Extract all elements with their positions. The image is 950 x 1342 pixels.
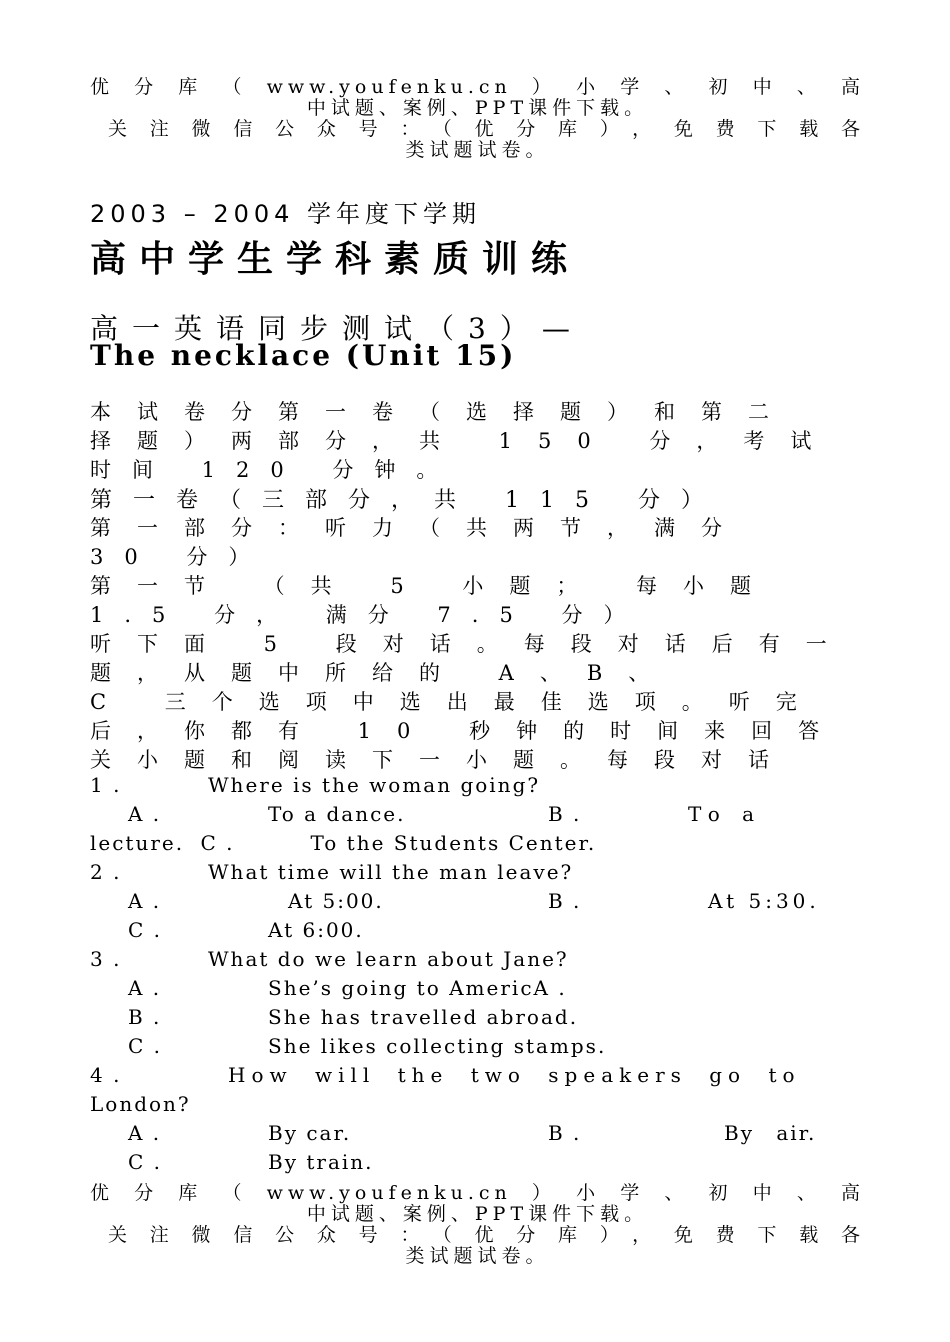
option-c-label: C . <box>128 918 163 942</box>
unit-title: The necklace (Unit 15) <box>90 339 517 372</box>
banner-line-4: 类试题试卷。 <box>405 139 550 161</box>
option-a-label: A . <box>128 976 162 1000</box>
banner-line-3: 关注微信公众号：（优分库），免费下载各 <box>108 1224 865 1246</box>
q1-options-row-2 <box>90 831 596 855</box>
option-a-text: At 5:00. <box>288 889 384 913</box>
question-number: 4 . <box>90 1063 122 1087</box>
question-stem: What time will the man leave? <box>208 860 574 884</box>
option-c-text: By train. <box>268 1150 374 1174</box>
option-b-text-cont: lecture. <box>90 831 185 855</box>
part1-heading-cont: 30 分） <box>90 545 271 569</box>
option-b-text: To a <box>688 802 763 826</box>
volume-heading: 第一卷（三部分，共 115 分） <box>90 488 724 513</box>
q2-option-a <box>128 889 384 913</box>
page-title: 高中学生学科素质训练 <box>90 239 581 280</box>
option-a-label: A . <box>128 802 162 826</box>
option-a-label: A . <box>128 889 162 913</box>
option-c-label: C . <box>200 831 235 855</box>
q4-option-a <box>128 1121 351 1145</box>
banner-line-2: 中试题、案例、PPT课件下载。 <box>306 1203 649 1225</box>
test-subtitle: 高一英语同步测试（3）— <box>90 312 584 345</box>
option-c-text: At 6:00. <box>268 918 364 942</box>
q3-option-b <box>128 1005 578 1029</box>
intro-line-3: 时间 120 分钟。 <box>90 458 459 482</box>
section1-heading: 第一节 （共 5 小题； 每小题 <box>90 574 778 598</box>
q2-option-b <box>548 889 820 913</box>
question-number: 3 . <box>90 947 122 971</box>
question-stem: What do we learn about Jane? <box>208 947 569 971</box>
option-c-text: To the Students Center. <box>310 831 597 855</box>
promo-banner-bottom <box>90 1183 865 1267</box>
question-2 <box>90 860 573 884</box>
intro-line-2: 择题）两部分，共 150 分，考试 <box>90 429 838 453</box>
banner-line-1: 优分库（www.youfenku.cn）小学、初中、高 <box>90 1182 865 1204</box>
option-b-text: At 5:30. <box>708 889 820 913</box>
term-label: 2003 – 2004 学年度下学期 <box>90 200 482 228</box>
intro-line-1: 本试卷分第一卷（选择题）和第二 <box>90 400 795 424</box>
directions-line-5: 关小题和阅读下一小题。每段对话 <box>90 748 795 772</box>
banner-line-3: 关注微信公众号：（优分库），免费下载各 <box>108 118 865 140</box>
question-stem: How will the two speakers go to <box>228 1063 801 1087</box>
directions-line-3: C 三个选项中选出最佳选项。听完 <box>90 690 823 714</box>
question-1 <box>90 773 540 797</box>
option-b-label: B . <box>548 1121 582 1145</box>
promo-banner-top <box>90 77 865 161</box>
option-c-text: She likes collecting stamps. <box>268 1034 607 1058</box>
q2-option-c <box>128 918 364 942</box>
q1-option-b <box>548 802 762 826</box>
directions-line-4: 后，你都有 10 秒钟的时间来回答 <box>90 719 846 743</box>
q3-option-c <box>128 1034 606 1058</box>
question-3 <box>90 947 569 971</box>
question-stem: Where is the woman going? <box>208 773 541 797</box>
q4-option-c <box>128 1150 374 1174</box>
question-4-cont: London? <box>90 1092 191 1116</box>
directions-line-1: 听下面 5 段对话。每段对话后有一 <box>90 632 853 656</box>
option-a-text: She’s going to AmericA . <box>268 976 567 1000</box>
question-number: 1 . <box>90 773 122 797</box>
banner-line-4: 类试题试卷。 <box>405 1245 550 1267</box>
option-b-label: B . <box>548 889 582 913</box>
question-4 <box>90 1063 801 1087</box>
option-b-text: She has travelled abroad. <box>268 1005 579 1029</box>
option-a-text: To a dance. <box>268 802 406 826</box>
section1-heading-cont: 1.5 分， 满分 7.5 分） <box>90 603 646 627</box>
option-a-label: A . <box>128 1121 162 1145</box>
option-b-label: B . <box>128 1005 162 1029</box>
option-c-label: C . <box>128 1034 163 1058</box>
option-b-label: B . <box>548 802 582 826</box>
banner-line-2: 中试题、案例、PPT课件下载。 <box>306 97 649 119</box>
option-c-label: C . <box>128 1150 163 1174</box>
option-b-text: By air. <box>724 1121 817 1145</box>
question-number: 2 . <box>90 860 122 884</box>
option-a-text: By car. <box>268 1121 352 1145</box>
part1-heading: 第一部分：听力（共两节，满分 <box>90 516 748 540</box>
directions-line-2: 题，从题中所给的 A、B、 <box>90 661 676 685</box>
q4-option-b <box>548 1121 816 1145</box>
q1-options-row <box>128 802 405 826</box>
q3-option-a <box>128 976 567 1000</box>
banner-line-1: 优分库（www.youfenku.cn）小学、初中、高 <box>90 76 865 98</box>
